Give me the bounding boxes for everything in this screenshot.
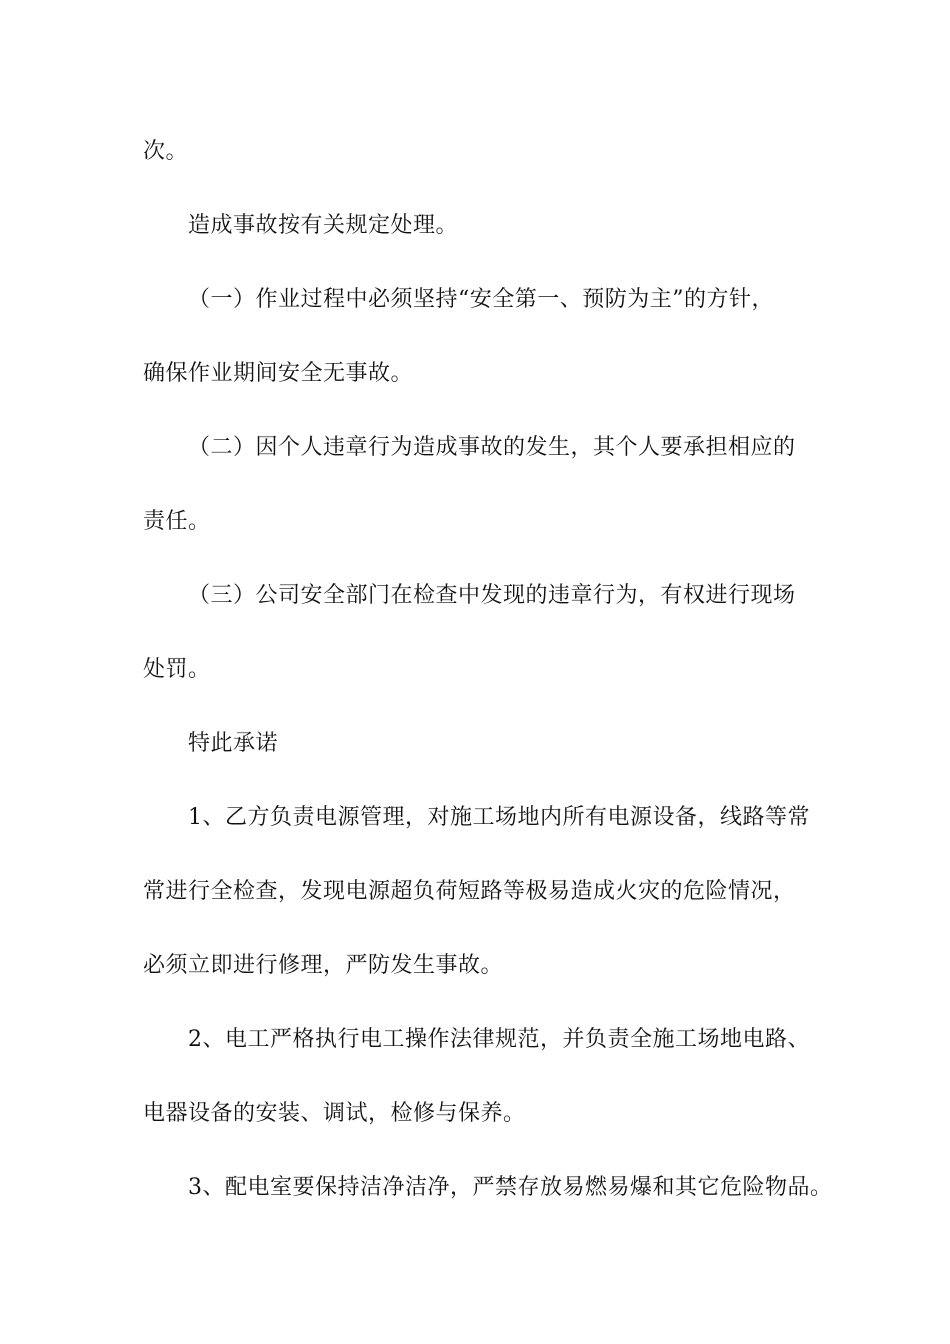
text-line: 责任。 — [143, 509, 211, 534]
text-line: 次。 — [143, 139, 189, 164]
text-line: 3、配电室要保持洁净洁净，严禁存放易燃易爆和其它危险物品。 — [188, 1175, 833, 1200]
text-line: 确保作业期间安全无事故。 — [143, 361, 414, 386]
text-line: 特此承诺 — [188, 731, 279, 756]
text-line: 处罚。 — [143, 657, 211, 682]
text-line: （三）公司安全部门在检查中发现的违章行为，有权进行现场 — [188, 583, 796, 608]
text-line: （一）作业过程中必须坚持“安全第一、预防为主”的方针， — [188, 287, 774, 312]
text-line: 1、乙方负责电源管理，对施工场地内所有电源设备，线路等常 — [188, 805, 810, 830]
text-line: 造成事故按有关规定处理。 — [188, 213, 459, 238]
text-line: 电器设备的安装、调试，检修与保养。 — [143, 1101, 526, 1126]
text-line: 必须立即进行修理，严防发生事故。 — [143, 953, 504, 978]
text-line: 2、电工严格执行电工操作法律规范，并负责全施工场地电路、 — [188, 1027, 810, 1052]
text-line: （二）因个人违章行为造成事故的发生，其个人要承担相应的 — [188, 435, 796, 460]
text-line: 常进行全检查，发现电源超负荷短路等极易造成火灾的危险情况， — [143, 879, 796, 904]
